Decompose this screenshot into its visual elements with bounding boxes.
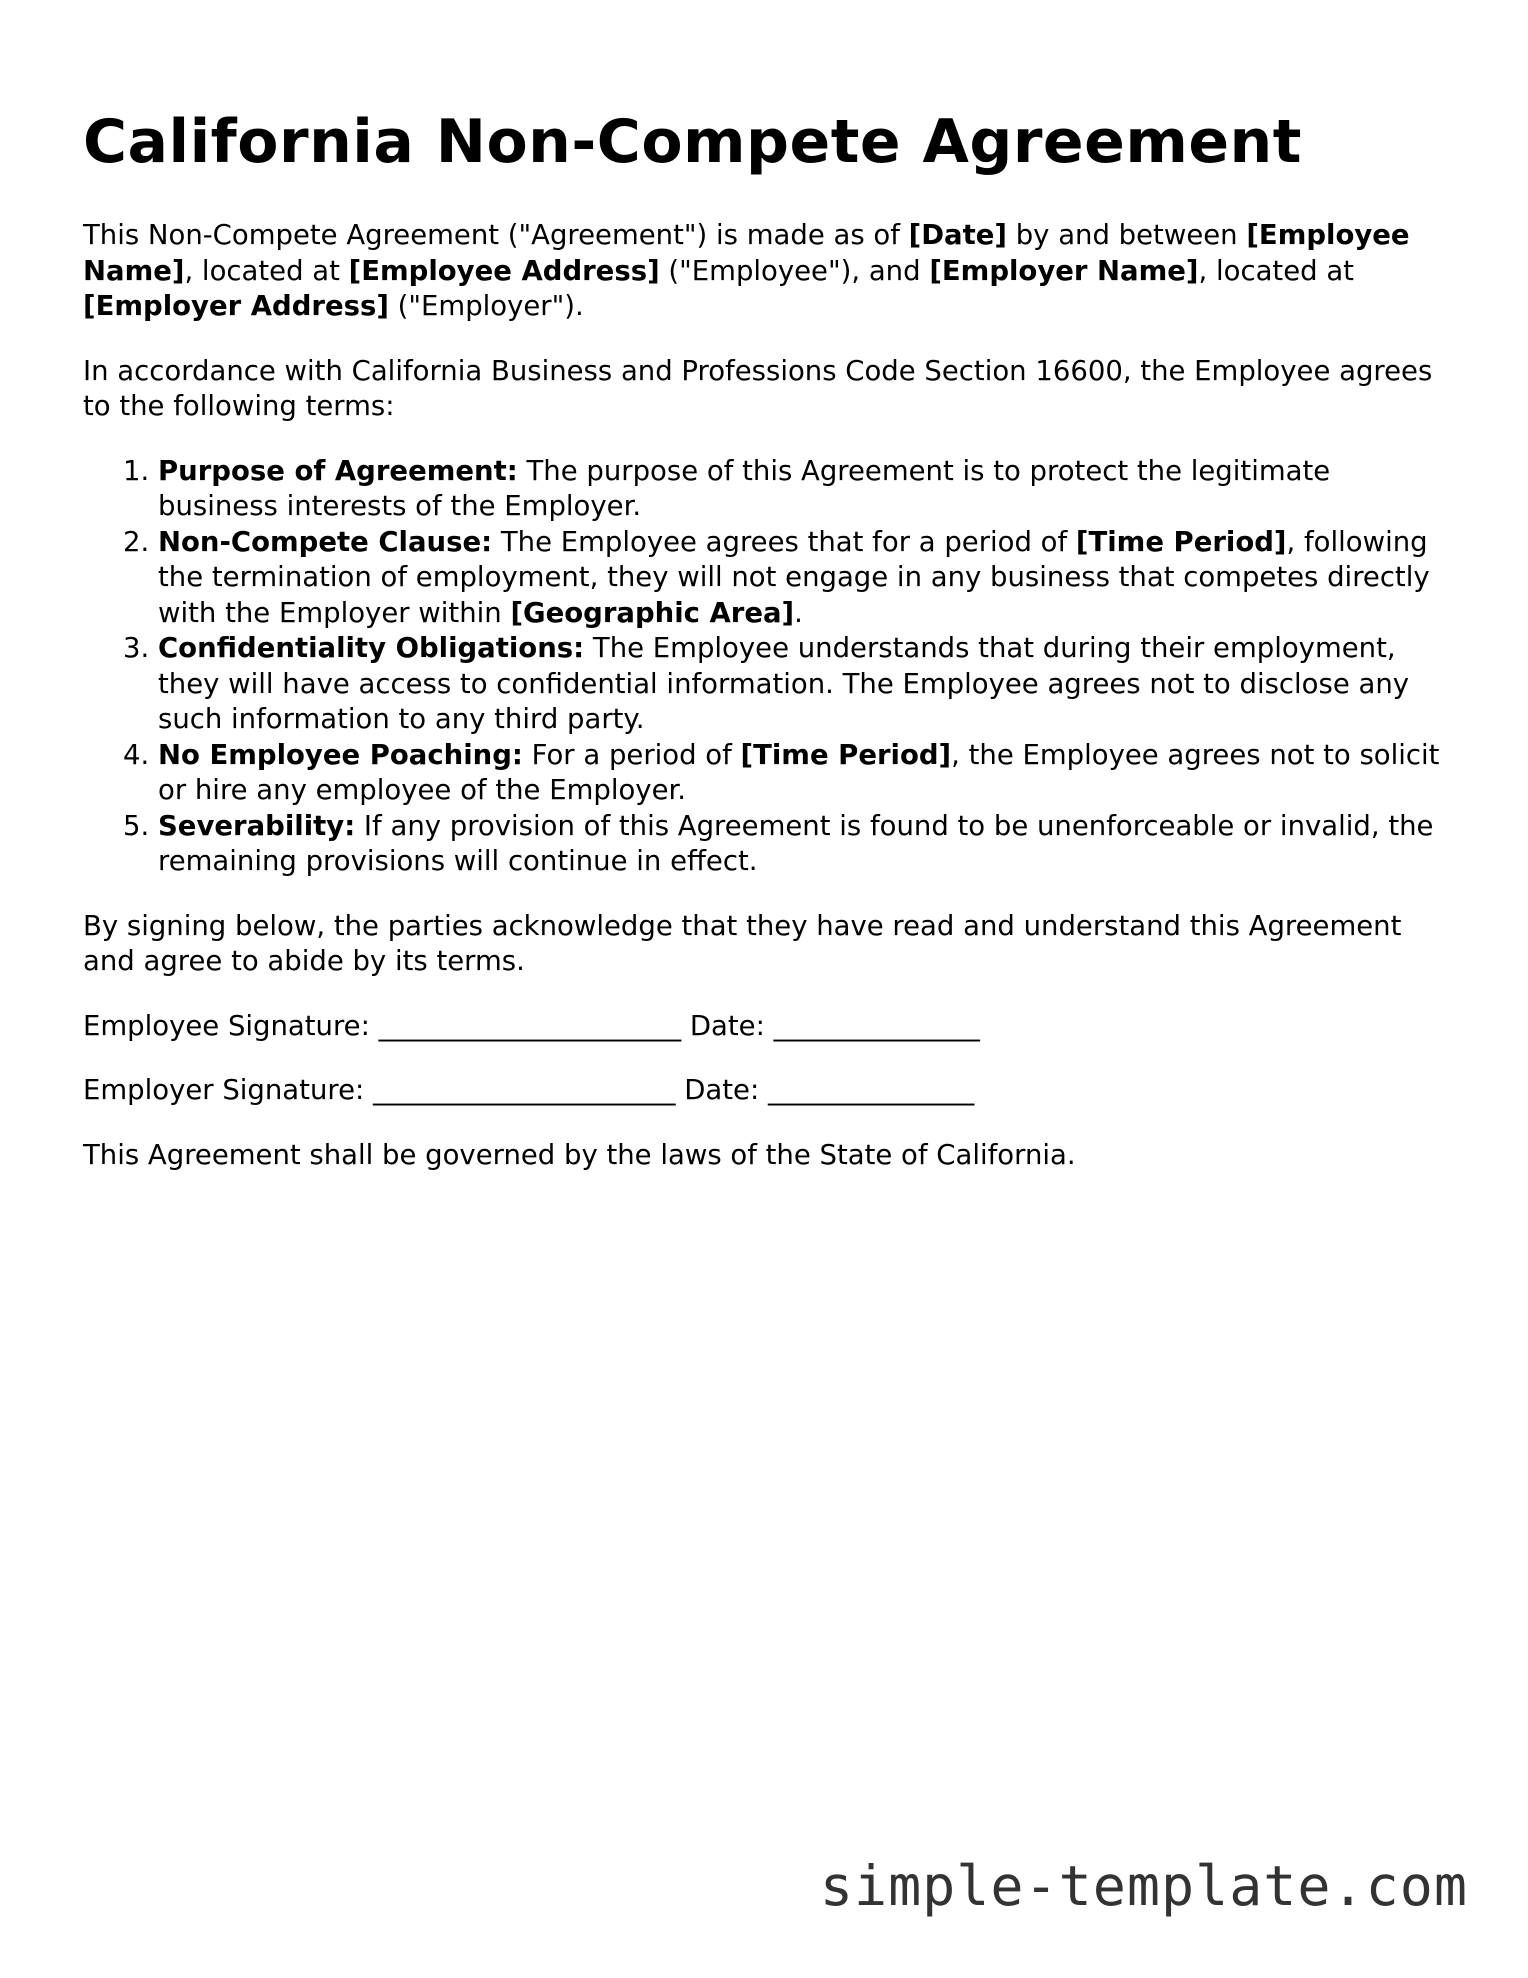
term-heading: Non-Compete Clause: [158,525,493,558]
term-no-poaching [158,738,1443,809]
term-text: The Employee agrees that for a period of [492,525,1076,558]
document-title: California Non-Compete Agreement [83,107,1302,177]
term-text: If any provision of this Agreement is found to be unenforceable or invalid, the remaining provisions will continue in effect. [158,809,1434,877]
employee-name-placeholder: [Employee Name] [83,219,1410,287]
term-confidentiality [158,631,1443,738]
term-text: . [794,596,803,629]
term-severability [158,809,1443,880]
document-page [83,104,1443,1202]
geographic-area-placeholder: [Geographic Area] [510,596,795,629]
intro-text-6: ("Employer"). [388,290,584,322]
time-period-placeholder: [Time Period] [740,738,952,771]
intro-paragraph [83,218,1443,325]
term-heading: Severability: [158,809,356,842]
term-text: , the Employee agrees not to solicit or hire any employee of the Employer. [158,738,1440,806]
intro-text-1: This Non-Compete Agreement ("Agreement") is made as of [83,219,909,251]
intro-text-4: ("Employee"), and [659,254,930,287]
employee-signature-line: Employee Signature: ______________________ Date: _______________ [83,1009,980,1042]
employee-address-placeholder: [Employee Address] [348,254,660,287]
employer-signature-line: Employer Signature: ______________________ Date: _______________ [83,1074,975,1106]
term-heading: Purpose of Agreement: [158,454,518,487]
intro-text-3: , located at [184,254,349,287]
term-text: The Employee understands that during their employment, they will have access to confidential information. The Employee agrees not to disclose any such information to any third party. [158,632,1410,735]
brand-watermark: simple-template.com [819,1854,1468,1918]
term-heading: Confidentiality Obligations: [158,632,585,664]
term-text: The purpose of this Agreement is to protect the legitimate business interests of the Employer. [158,454,1331,522]
term-text: For a period of [522,738,741,771]
employer-name-placeholder: [Employer Name] [929,254,1199,287]
time-period-placeholder: [Time Period] [1075,525,1287,558]
term-text: , following the termination of employment, they will not engage in any business that competes directly with the Employer within [158,525,1430,629]
accordance-paragraph: In accordance with California Business and Professions Code Section 16600, the Employee agrees to the following terms: [83,354,1433,422]
term-purpose [158,454,1443,525]
term-non-compete [158,525,1443,632]
intro-text-2: by and between [1006,219,1247,251]
governing-law-paragraph: This Agreement shall be governed by the laws of the State of California. [83,1138,1076,1171]
term-heading: No Employee Poaching: [158,738,523,771]
intro-text-5: , located at [1198,254,1354,287]
acknowledge-paragraph: By signing below, the parties acknowledge that they have read and understand this Agreement and agree to abide by its terms. [83,909,1402,977]
date-placeholder: [Date] [908,219,1007,251]
employer-address-placeholder: [Employer Address] [83,290,389,322]
terms-list [83,454,1443,880]
